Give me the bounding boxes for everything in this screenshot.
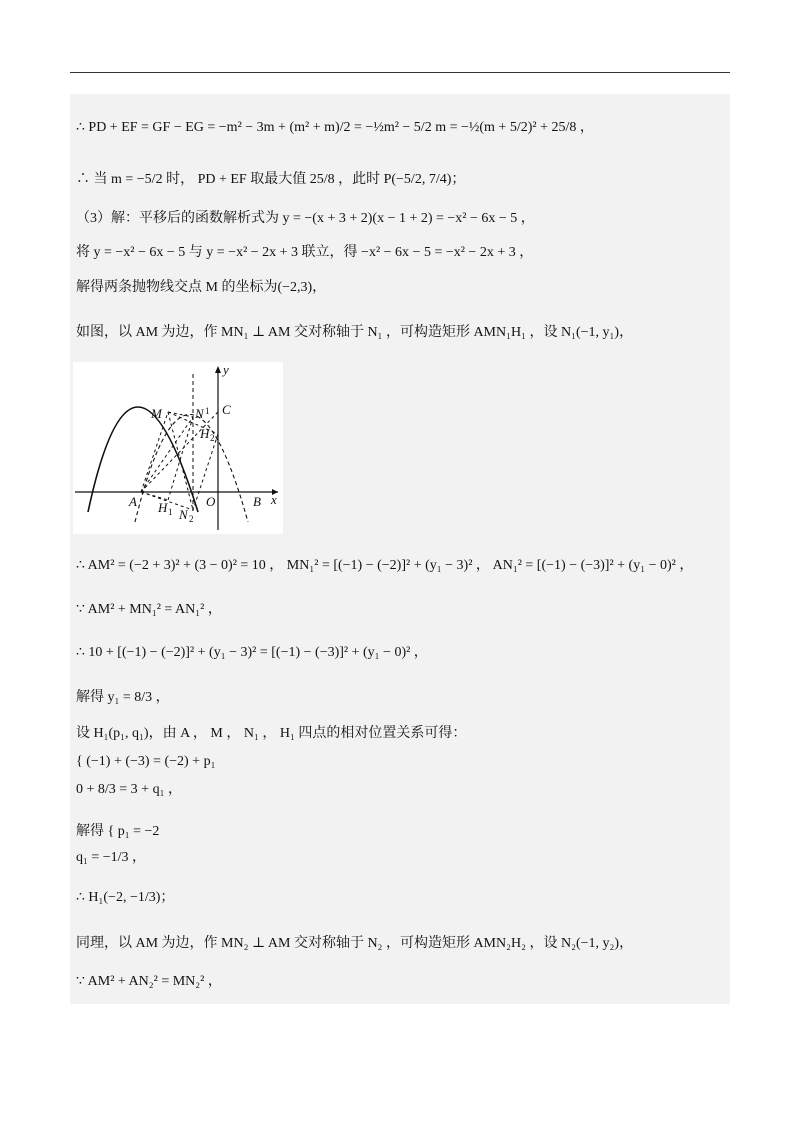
- label-H2: H: [200, 426, 210, 441]
- text-line-16: ∴ H₁(−2, −1/3)；: [76, 890, 175, 905]
- header-rule: [70, 72, 730, 73]
- text-line-12: { (−1) + (−3) = (−2) + p₁: [76, 754, 216, 769]
- text-line-11: 设 H₁(p₁, q₁)，由 A ， M ， N₁ ， H₁ 四点的相对位置关系可得：: [76, 726, 467, 741]
- text-line-5: 解得两条抛物线交点 M 的坐标为(−2,3)，: [76, 280, 327, 295]
- text-line-10: 解得 y₁ = 8/3 ，: [76, 690, 170, 705]
- text-line-14: 解得 { p₁ = −2: [76, 824, 160, 839]
- line-AM: [141, 412, 168, 492]
- label-C: C: [222, 402, 231, 417]
- parabola-figure: [73, 362, 283, 534]
- text-line-9: ∴ 10 + [(−1) − (−2)]² + (y₁ − 3)² = [(−1) − (−3)]² + (y₁ − 0)² ，: [76, 645, 428, 660]
- line-MN2: [168, 412, 193, 510]
- text-line-2: ∴ 当 m = −5/2 时， PD + EF 取最大值 25/8 ，此时 P(−5/2, 7/4)；: [76, 172, 466, 187]
- label-B: B: [253, 494, 261, 509]
- label-M: M: [151, 406, 162, 421]
- text-line-3: （3）解：平移后的函数解析式为 y = −(x + 3 + 2)(x − 1 + 2) = −x² − 6x − 5 ，: [76, 211, 535, 226]
- label-y: y: [223, 362, 229, 377]
- label-H1: H: [158, 500, 168, 515]
- line-AN1: [141, 417, 193, 492]
- line-AH1: [141, 492, 168, 500]
- parabola-diagram: [73, 362, 283, 534]
- text-line-1: ∴ PD + EF = GF − EG = −m² − 3m + (m² + m)/2 = −½m² − 5/2 m = −½(m + 5/2)² + 25/8 ，: [76, 120, 594, 135]
- text-line-15: q₁ = −1/3 ，: [76, 850, 147, 865]
- translated-parabola: [88, 407, 198, 512]
- label-O: O: [206, 494, 216, 509]
- label-N1-sub: 1: [205, 406, 210, 416]
- label-N2: N: [179, 507, 188, 522]
- label-H2-sub: 2: [210, 433, 215, 443]
- text-line-4: 将 y = −x² − 6x − 5 与 y = −x² − 2x + 3 联立，得 −x² − 6x − 5 = −x² − 2x + 3 ，: [76, 245, 534, 260]
- text-line-7: ∴ AM² = (−2 + 3)² + (3 − 0)² = 10 ， MN₁² = [(−1) − (−2)]² + (y₁ − 3)² ， AN₁² = [(−1) − (−3)]² + (y₁ − 0)² ，: [76, 558, 694, 573]
- text-line-6: 如图，以 AM 为边，作 MN₁ ⊥ AM 交对称轴于 N₁ ，可构造矩形 AMN₁H₁ ，设 N₁(−1, y₁)，: [76, 325, 634, 340]
- label-N1: N: [195, 406, 204, 421]
- text-line-18: ∵ AM² + AN₂² = MN₂² ，: [76, 974, 222, 989]
- line-MN1: [168, 412, 193, 417]
- label-H1-sub: 1: [168, 507, 173, 517]
- label-A: A: [129, 494, 137, 509]
- solution-panel: [70, 94, 730, 1004]
- text-line-8: ∵ AM² + MN₁² = AN₁² ，: [76, 602, 222, 617]
- text-line-17: 同理，以 AM 为边，作 MN₂ ⊥ AM 交对称轴于 N₂ ，可构造矩形 AMN₂H₂ ，设 N₂(−1, y₂)，: [76, 936, 634, 951]
- y-axis-arrow: [215, 366, 221, 373]
- label-x: x: [271, 492, 277, 507]
- text-line-13: 0 + 8/3 = 3 + q₁ ，: [76, 782, 182, 797]
- label-N2-sub: 2: [189, 514, 194, 524]
- line-AC: [141, 412, 218, 492]
